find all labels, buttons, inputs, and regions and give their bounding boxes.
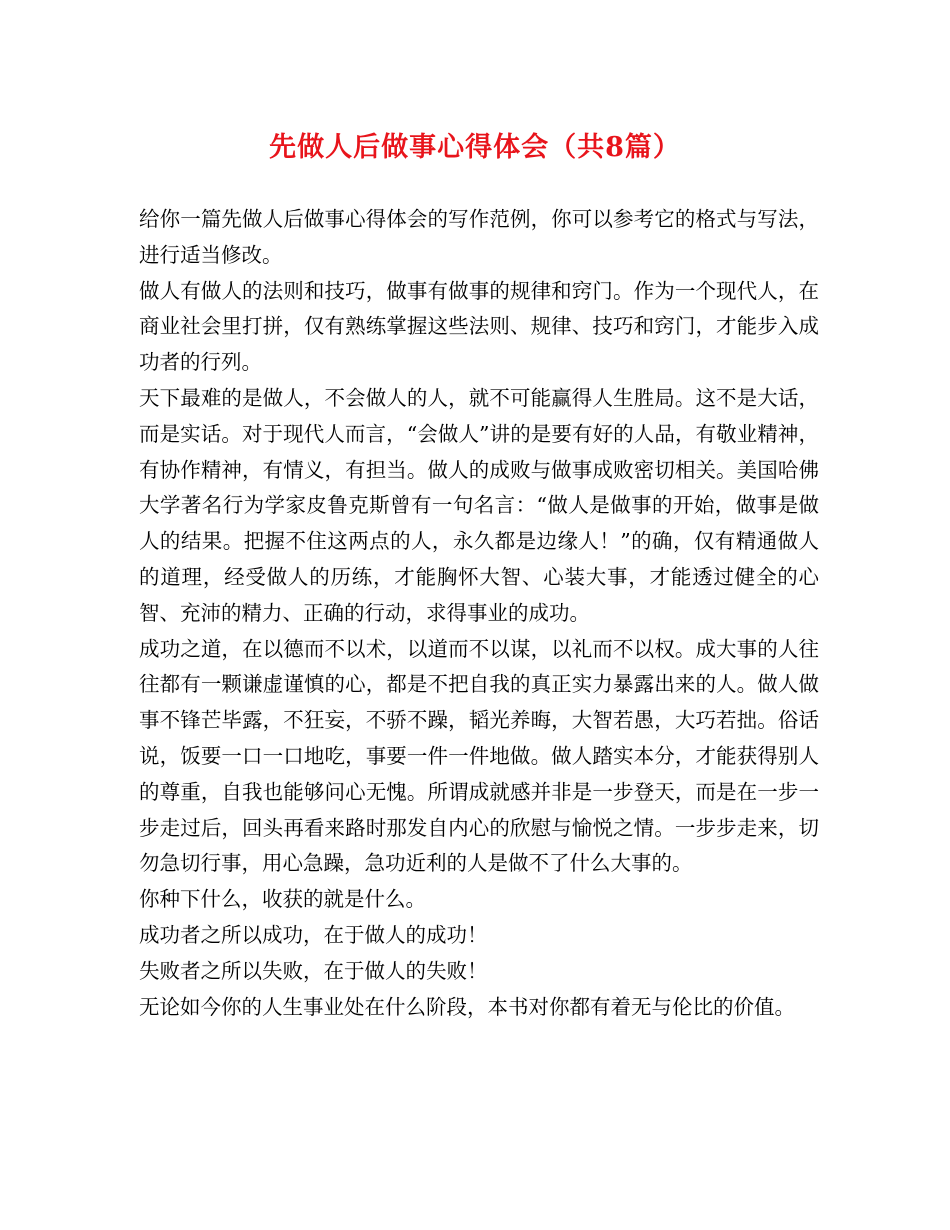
paragraph: 成功之道，在以德而不以术，以道而不以谋，以礼而不以权。成大事的人往往都有一颗谦虚谨慎的心，都是不把自我的真正实力暴露出来的人。做人做事不锋芒毕露，不狂妄，不骄不躁，韬光养晦，大智若愚，大巧若拙。俗话说，饭要一口一口地吃，事要一件一件地做。做人踏实本分，才能获得别人的尊重，自我也能够问心无愧。所谓成就感并非是一步登天，而是在一步一步走过后，回头再看来路时那发自内心的欣慰与愉悦之情。一步步走来，切勿急切行事，用心急躁，急功近利的人是做不了什么大事的。: [139, 636, 819, 876]
paragraph: 成功者之所以成功，在于做人的成功！: [139, 922, 488, 947]
document-body: [139, 202, 819, 1025]
paragraph: 无论如今你的人生事业处在什么阶段，本书对你都有着无与伦比的价值。: [139, 994, 795, 1019]
paragraph: 你种下什么，收获的就是什么。: [139, 887, 426, 912]
paragraph: 失败者之所以失败，在于做人的失败！: [139, 958, 488, 983]
document-title: 先做人后做事心得体会（共8篇）: [269, 132, 681, 163]
paragraph: 做人有做人的法则和技巧，做事有做事的规律和窍门。作为一个现代人，在商业社会里打拼，仅有熟练掌握这些法则、规律、技巧和窍门，才能步入成功者的行列。: [139, 278, 819, 375]
paragraph: 给你一篇先做人后做事心得体会的写作范例，你可以参考它的格式与写法，进行适当修改。: [139, 207, 819, 267]
paragraph: 天下最难的是做人，不会做人的人，就不可能赢得人生胜局。这不是大话，而是实话。对于现代人而言，“会做人”讲的是要有好的人品，有敬业精神，有协作精神，有情义，有担当。做人的成败与做事成败密切相关。美国哈佛大学著名行为学家皮鲁克斯曾有一句名言：“做人是做事的开始，做事是做人的结果。把握不住这两点的人，永久都是边缘人！”的确，仅有精通做人的道理，经受做人的历练，才能胸怀大智、心装大事，才能透过健全的心智、充沛的精力、正确的行动，求得事业的成功。: [139, 385, 819, 625]
